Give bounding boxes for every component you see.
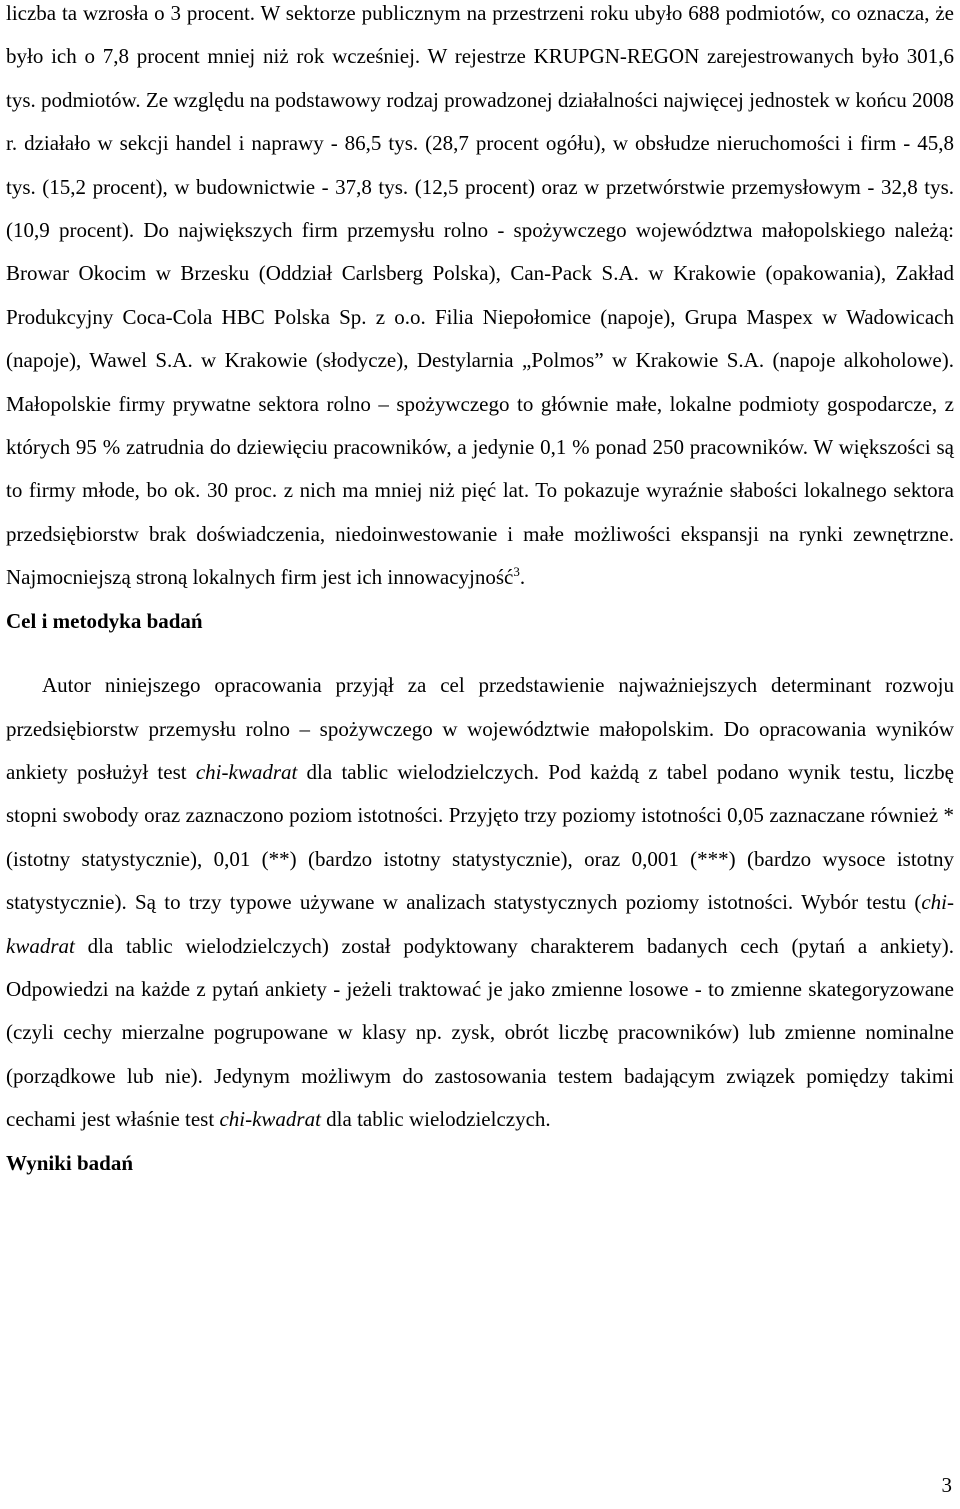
term-chi-square: chi-kwadrat	[219, 1107, 321, 1132]
footnote-ref[interactable]: 3	[513, 564, 520, 580]
paragraph-text: dla tablic wielodzielczych) został podyktowany charakterem badanych cech (pytań a ankiety). Odpowiedzi na każde z pytań ankiety - jeżeli traktować je jako zmienne losowe - to zmienne skategoryzowane (czyli cechy mierzalne pogrupowane w klasy np. zysk, obrót liczbę pracowników) lub zmienne nominalne (porządkowe lub nie). Jedynym możliwym do zastosowania testem badającym związek pomiędzy takimi cechami jest właśnie test	[6, 933, 954, 1132]
section-heading-goal-method: Cel i metodyka badań	[6, 608, 203, 633]
paragraph-text: Autor niniejszego opracowania przyjął za cel przedstawienie najważniejszych determinant rozwoju przedsiębiorstw przemysłu rolno – spożywczego w województwie małopolskim. Do opracowania wyników ankiety posłużył test	[6, 673, 954, 784]
term-chi-square: chi-kwadrat	[195, 759, 298, 784]
paragraph-text: dla tablic wielodzielczych. Pod każdą z tabel podano wynik testu, liczbę stopni swobody oraz zaznaczono poziom istotności. Przyjęto trzy poziomy istotności 0,05 zaznaczane również * (istotny statystycznie), 0,01 (**) (bardzo istotny statystycznie), oraz 0,001 (***) (bardzo wysoce istotny statystycznie). Są to trzy typowe używane w analizach statystycznych poziomy istotności. Wybór testu (	[6, 759, 954, 915]
paragraph-end: .	[519, 565, 526, 590]
term-chi-square: chi-kwadrat	[6, 890, 954, 958]
paragraph-sector-overview	[6, 0, 954, 600]
page-number: 3	[941, 1473, 952, 1497]
section-heading-results: Wyniki badań	[6, 1150, 134, 1175]
paragraph-methodology	[6, 664, 954, 1141]
paragraph-text: liczba ta wzrosła o 3 procent. W sektorze publicznym na przestrzeni roku ubyło 688 podmiotów, co oznacza, że było ich o 7,8 procent mniej niż rok wcześniej. W rejestrze KRUPGN-REGON zarejestrowanych było 301,6 tys. podmiotów. Ze względu na podstawowy rodzaj prowadzonej działalności najwięcej jednostek w końcu 2008 r. działało w sekcji handel i naprawy - 86,5 tys. (28,7 procent ogółu), w obsłudze nieruchomości i firm - 45,8 tys. (15,2 procent), w budownictwie - 37,8 tys. (12,5 procent) oraz w przetwórstwie przemysłowym - 32,8 tys. (10,9 procent). Do największych firm przemysłu rolno - spożywczego województwa małopolskiego należą: Browar Okocim w Brzesku (Oddział Carlsberg Polska), Can-Pack S.A. w Krakowie (opakowania), Zakład Produkcyjny Coca-Cola HBC Polska Sp. z o.o. Filia Niepołomice (napoje), Grupa Maspex w Wadowicach (napoje), Wawel S.A. w Krakowie (słodycze), Destylarnia „Polmos” w Krakowie S.A. (napoje alkoholowe). Małopolskie firmy prywatne sektora rolno – spożywczego to głównie małe, lokalne podmioty gospodarcze, z których 95 % zatrudnia do dziewięciu pracowników, a jedynie 0,1 % ponad 250 pracowników. W większości są to firmy młode, bo ok. 30 proc. z nich ma mniej niż pięć lat. To pokazuje wyraźnie słabości lokalnego sektora przedsiębiorstw brak doświadczenia, niedoinwestowanie i małe możliwości ekspansji na rynki zewnętrzne. Najmocniejszą stroną lokalnych firm jest ich innowacyjność	[6, 1, 954, 590]
document-page	[6, 0, 954, 1185]
paragraph-text: dla tablic wielodzielczych.	[320, 1107, 551, 1132]
